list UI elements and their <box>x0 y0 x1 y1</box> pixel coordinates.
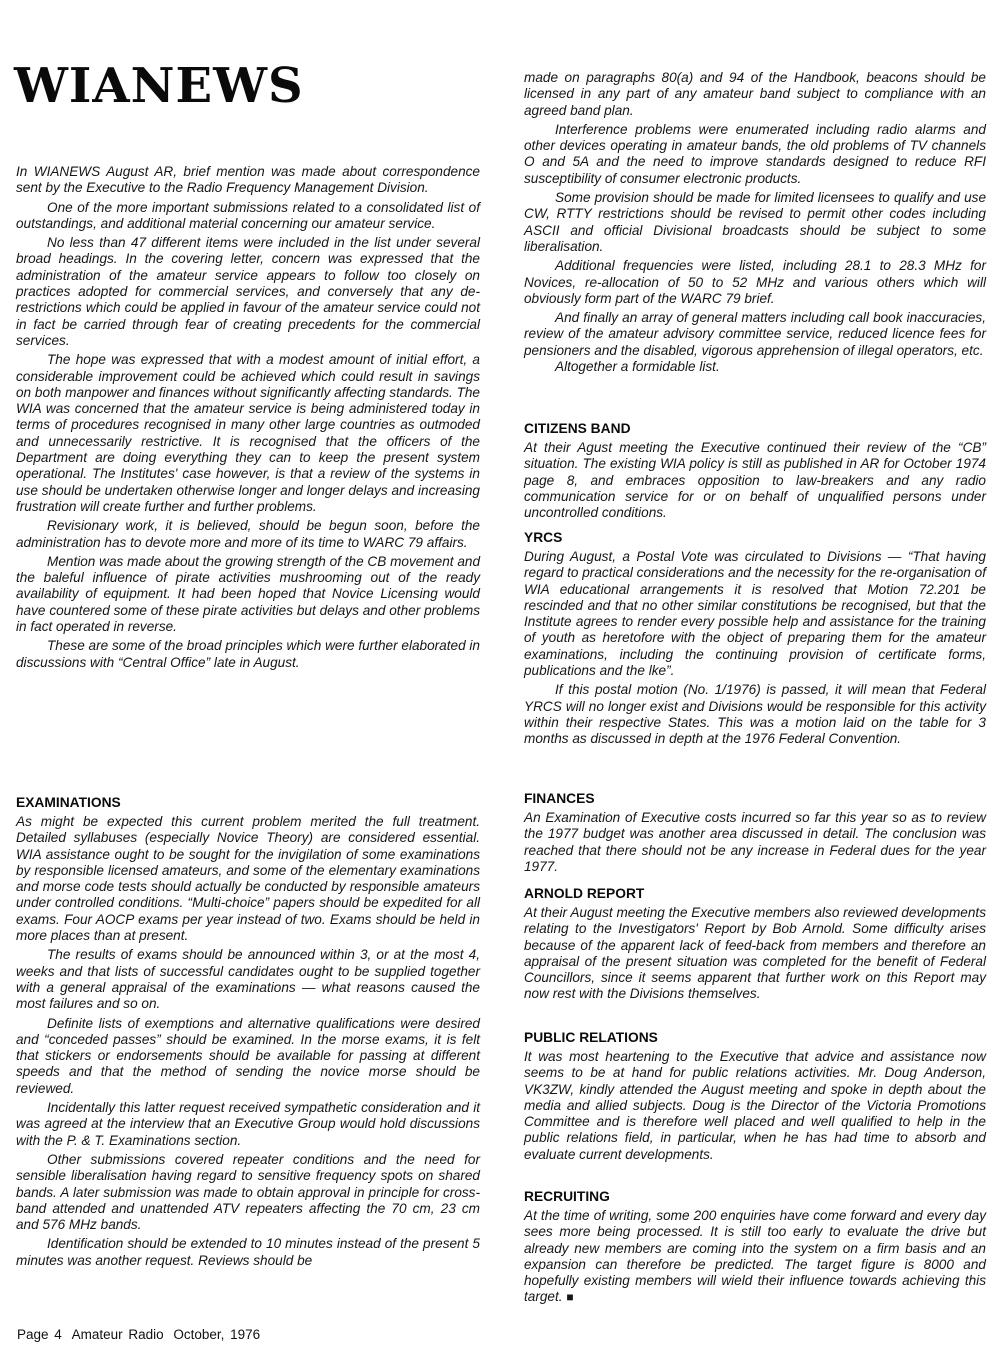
recruiting-paragraph <box>524 1208 986 1306</box>
continuation-section <box>524 70 986 375</box>
recruiting-text: At the time of writing, some 200 enquiries have come forward and every day sees more being processed. It is still too early to evaluate the drive but already new members are coming into the system on a firm basis and an expansion can therefore be predicted. The target figure is 8000 and hopefully existing members will wield their influence towards achieving this target. <box>524 1208 986 1305</box>
public-relations-section <box>524 1030 986 1163</box>
recruiting-section <box>524 1189 986 1306</box>
continuation-paragraph: Altogether a formidable list. <box>555 359 720 375</box>
section-heading-citizens-band: CITIZENS BAND <box>524 421 631 436</box>
yrcs-paragraph: If this postal motion (No. 1/1976) is passed, it will mean that Federal YRCS will no longer exist and Divisions would be responsible for this activity within their respective States. This was a motion laid on the table for 3 months as discussed in depth at the 1976 Federal Convention. <box>524 682 986 747</box>
arnold-report-section <box>524 886 986 1003</box>
finances-section <box>524 791 986 875</box>
intro-section <box>16 164 480 671</box>
examinations-paragraph: Other submissions covered repeater conditions and the need for sensible liberalisation having regard to sensitive frequency spots on shared bands. A later submission was made to obtain approval in principle for cross-band attended and unattended ATV repeaters affecting the 70 cm, 23 cm and 576 MHz bands. <box>16 1151 480 1233</box>
citizens-band-section <box>524 421 986 521</box>
page-footer <box>17 1327 260 1342</box>
section-heading-public-relations: PUBLIC RELATIONS <box>524 1030 658 1045</box>
footer-publication: Amateur Radio <box>71 1327 164 1342</box>
continuation-paragraph: Additional frequencies were listed, including 28.1 to 28.3 MHz for Novices, re-allocation of 50 to 52 MHz and various others which will obviously form part of the WARC 79 brief. <box>524 258 986 306</box>
section-heading-finances: FINANCES <box>524 791 595 806</box>
intro-paragraph: No less than 47 different items were included in the list under several broad headings. In the covering letter, concern was expressed that the administration of the amateur service appears to follow too closely on practices adopted for commercial services, and conversely that any de-restrictions which could be applied in favour of the amateur service could not in fact be carried through fear of creating precedents for the commercial services. <box>16 235 480 348</box>
footer-page-number: Page 4 <box>17 1327 62 1342</box>
examinations-section <box>16 795 480 1269</box>
intro-paragraph: The hope was expressed that with a modest amount of initial effort, a considerable improvement could be achieved which could result in savings on both manpower and finances without significantly affecting standards. The WIA was concerned that the amateur service is being administered today in terms of procedures recognised in many other large countries as outmoded and unnecessarily restrictive. It is recognised that the officers of the Department are doing everything they can to keep the present system operational. The Institutes' case however, is that a review of the systems in use should be undertaken otherwise longer and longer delays and increasing frustration will create further and further problems. <box>16 352 480 514</box>
citizens-band-paragraph: At their Agust meeting the Executive continued their review of the “CB” situation. The existing WIA policy is still as published in AR for October 1974 page 8, and embraces opposition to law-breakers and any radio communication service for or on behalf of unqualified persons under uncontrolled conditions. <box>524 440 986 521</box>
masthead-title: WIANEWS <box>14 58 304 114</box>
continuation-paragraph: Some provision should be made for limited licensees to qualify and use CW, RTTY restrictions should be revised to permit other codes including ASCII and official Divisional broadcasts should be subject to some liberalisation. <box>524 190 986 254</box>
intro-paragraph: Revisionary work, it is believed, should be begun soon, before the administration has to devote more and more of its time to WARC 79 affairs. <box>16 518 480 550</box>
examinations-paragraph: As might be expected this current problem merited the full treatment. Detailed syllabuses (especially Novice Theory) are considered essential. WIA assistance ought to be sought for the invigilation of some examinations by responsible licensed amateurs, and some of the elementary examinations and morse code tests should actually be conducted by responsible amateurs under controlled conditions. “Multi-choice” papers should be expedited for all exams. Four AOCP exams per year instead of two. Exams should be held in more places than at present. <box>16 814 480 944</box>
end-of-article-mark: ■ <box>566 1290 574 1305</box>
arnold-report-paragraph: At their August meeting the Executive members also reviewed developments relating to the Investigators' Report by Bob Arnold. Some difficulty arises because of the apparent lack of feed-back from members and therefore an appraisal of the present situation was completed for the benefit of Federal Councillors, since it seems apparent that further work on this Report may now rest with the Divisions themselves. <box>524 905 986 1002</box>
public-relations-paragraph: It was most heartening to the Executive that advice and assistance now seems to be at hand for public relations activities. Mr. Doug Anderson, VK3ZW, kindly attended the August meeting and spoke in depth about the media and allied subjects. Doug is the Director of the Victoria Promotions Committee and is therefore well placed and well qualified to help in the public relations field, in particular, when he has had time to absorb and evaluate current developments. <box>524 1049 986 1162</box>
examinations-paragraph: Definite lists of exemptions and alternative qualifications were desired and “conceded passes” should be examined. In the morse exams, it is felt that stickers or endorsements should be available for passing at different speeds and that the method of sending the novice morse should be reviewed. <box>16 1015 480 1096</box>
examinations-paragraph: The results of exams should be announced within 3, or at the most 4, weeks and that lists of successful candidates ought to be supplied together with a general appraisal of the examinations — what reasons caused the most failures and so on. <box>16 947 480 1012</box>
section-heading-arnold-report: ARNOLD REPORT <box>524 886 645 901</box>
examinations-paragraph: Incidentally this latter request received sympathetic consideration and it was agreed at the interview that an Executive Group would hold discussions with the P. & T. Examinations section. <box>16 1100 480 1148</box>
section-heading-yrcs: YRCS <box>524 530 563 545</box>
continuation-paragraph: And finally an array of general matters including call book inaccuracies, review of the amateur advisory committee service, reduced licence fees for pensioners and the disabled, vigorous apprehension of illegal operators, etc. <box>524 310 986 358</box>
section-heading-examinations: EXAMINATIONS <box>16 795 121 810</box>
examinations-paragraph: Identification should be extended to 10 minutes instead of the present 5 minutes was another request. Reviews should be <box>16 1236 480 1268</box>
intro-paragraph: One of the more important submissions related to a consolidated list of outstandings, and additional material concerning our amateur service. <box>16 199 480 231</box>
intro-paragraph: These are some of the broad principles which were further elaborated in discussions with “Central Office” late in August. <box>16 638 480 670</box>
finances-paragraph: An Examination of Executive costs incurred so far this year so as to review the 1977 budget was another area discussed in detail. The conclusion was reached that there should not be any increase in Federal dues for the year 1977. <box>524 810 986 874</box>
continuation-paragraph: made on paragraphs 80(a) and 94 of the Handbook, beacons should be licensed in any part of any amateur band subject to compliance with an agreed band plan. <box>524 70 986 118</box>
intro-paragraph: Mention was made about the growing strength of the CB movement and the baleful influence of pirate activities mushrooming out of the ready availability of equipment. It had been hoped that Novice Licensing would have countered some of these pirate activities but delays and other problems in fact operated in reverse. <box>16 553 480 635</box>
section-heading-recruiting: RECRUITING <box>524 1189 610 1204</box>
yrcs-section <box>524 530 986 748</box>
footer-date: October, 1976 <box>173 1327 261 1342</box>
yrcs-paragraph: During August, a Postal Vote was circulated to Divisions — “That having regard to practical considerations and the necessity for the re-organisation of WIA educational arrangements it is resolved that Motion 72.201 be rescinded and that no other similar constitutions be recognised, but that the Institute agrees to render every possible help and assistance for the training of youth as heretofore with the object of preparing them for the amateur examinations, including the continuing provision of certificate forms, publications and the lke”. <box>524 549 986 679</box>
continuation-paragraph: Interference problems were enumerated including radio alarms and other devices operating in amateur bands, the old problems of TV channels O and 5A and the need to improve standards designed to reduce RFI susceptibility of consumer electronic products. <box>524 121 986 186</box>
intro-paragraph: In WIANEWS August AR, brief mention was made about correspondence sent by the Executive to the Radio Frequency Management Division. <box>16 164 480 196</box>
